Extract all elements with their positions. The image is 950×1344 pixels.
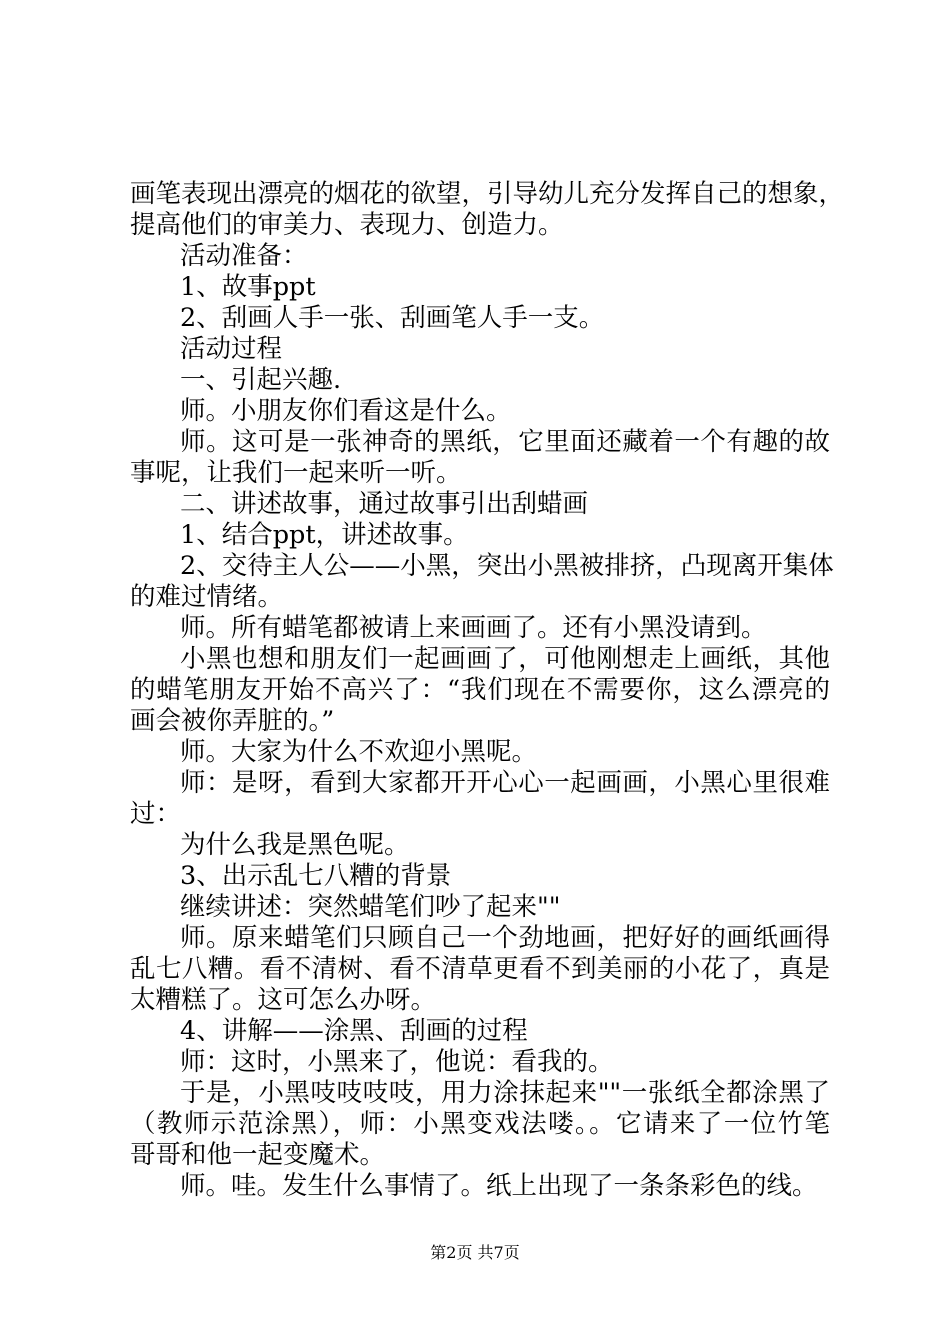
text-line: 师。小朋友你们看这是什么。: [180, 396, 512, 426]
list-item: 3、出示乱七八糟的背景: [180, 861, 452, 891]
text-line: 的蜡笔朋友开始不高兴了：“我们现在不需要你，这么漂亮的: [130, 675, 830, 705]
text-line: 师。大家为什么不欢迎小黑呢。: [180, 737, 538, 767]
text-line: 画会被你弄脏的。”: [130, 706, 335, 736]
list-item: 1、故事ppt: [180, 272, 316, 302]
text-line: 继续讲述：突然蜡笔们吵了起来"": [180, 892, 561, 922]
page-number-footer: 第2页 共7页: [430, 1243, 520, 1262]
text-line: 提高他们的审美力、表现力、创造力。: [130, 210, 564, 240]
section-heading: 一、引起兴趣.: [180, 365, 342, 395]
section-heading: 活动准备：: [180, 241, 308, 271]
text-line: 画笔表现出漂亮的烟花的欲望，引导幼儿充分发挥自己的想象，: [130, 179, 845, 209]
list-item: 2、交待主人公——小黑，突出小黑被排挤，凸现离开集体: [180, 551, 834, 581]
text-line: （教师示范涂黑），师：小黑变戏法喽。。它请来了一位竹笔: [130, 1109, 830, 1139]
text-line: 太糟糕了。这可怎么办呀。: [130, 985, 437, 1015]
text-line: 师。所有蜡笔都被请上来画画了。还有小黑没请到。: [180, 613, 767, 643]
text-line: 师：这时，小黑来了，他说：看我的。: [180, 1047, 614, 1077]
text-line: 师：是呀，看到大家都开开心心一起画画，小黑心里很难: [180, 768, 830, 798]
text-line: 师。这可是一张神奇的黑纸，它里面还藏着一个有趣的故: [180, 427, 830, 457]
text-line: 事呢，让我们一起来听一听。: [130, 458, 462, 488]
text-line: 哥哥和他一起变魔术。: [130, 1140, 386, 1170]
text-line: 的难过情绪。: [130, 582, 284, 612]
section-heading: 活动过程: [180, 334, 283, 364]
list-item: 4、讲解——涂黑、刮画的过程: [180, 1016, 528, 1046]
text-line: 过：: [130, 799, 182, 829]
text-line: 小黑也想和朋友们一起画画了，可他刚想走上画纸，其他: [180, 644, 830, 674]
list-item: 1、结合ppt，讲述故事。: [180, 520, 469, 550]
list-item: 2、刮画人手一张、刮画笔人手一支。: [180, 303, 605, 333]
section-heading: 二、讲述故事，通过故事引出刮蜡画: [180, 489, 589, 519]
text-line: 为什么我是黑色呢。: [180, 830, 410, 860]
text-line: 师。哇。发生什么事情了。纸上出现了一条条彩色的线。: [180, 1171, 818, 1201]
text-line: 师。原来蜡笔们只顾自己一个劲地画，把好好的画纸画得: [180, 923, 830, 953]
text-line: 乱七八糟。看不清树、看不清草更看不到美丽的小花了，真是: [130, 954, 830, 984]
text-line: 于是，小黑吱吱吱吱，用力涂抹起来""一张纸全都涂黑了: [180, 1078, 830, 1108]
